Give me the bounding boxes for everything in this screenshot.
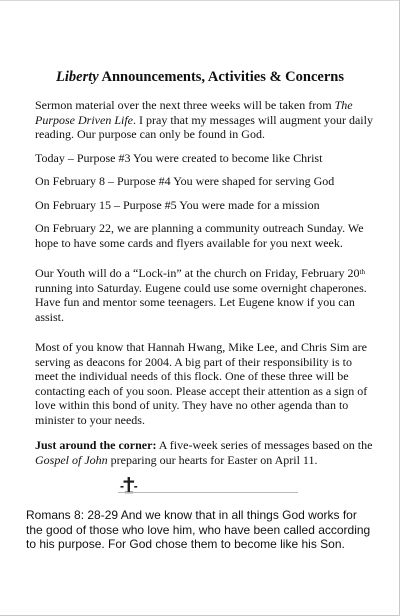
feb15-purpose: On February 15 – Purpose #5 You were made for a mission [35, 197, 320, 212]
youth-paragraph [35, 266, 375, 324]
divider-line [118, 492, 298, 493]
page-title [0, 69, 400, 86]
ordinal-suffix: th [359, 268, 365, 276]
book-title: The Purpose Driven Life [35, 98, 353, 127]
today-purpose: Today – Purpose #3 You were created to become like Christ [35, 150, 323, 165]
title-text: Announcements, Activities & Concerns [98, 69, 344, 85]
sermon-paragraph [35, 98, 375, 142]
deacons-paragraph: Most of you know that Hannah Hwang, Mike Lee, and Chris Sim are serving as deacons for 2004. A big part of their responsibility is to meet the individual needs of this flock. One of these three will be contacting each of you soon. Please accept their attention as a sign of love within this bond of unity. They have no other agenda than to minister to your needs. [35, 340, 368, 427]
title-church-name: Liberty [56, 69, 99, 85]
corner-paragraph [35, 438, 375, 467]
scripture-verse: Romans 8: 28-29 And we know that in all things God works for the good of those who love him, who have been called according to his purpose. For God chose them to become like his Son. [26, 508, 371, 552]
announcements-body [35, 98, 375, 467]
sermon-text-a: Sermon material over the next three weeks will be taken from [35, 98, 335, 112]
youth-text-a: Our Youth will do a “Lock-in” at the church on Friday, February 20 [35, 266, 360, 280]
corner-lead: Just around the corner: [35, 438, 157, 452]
page-border-top [0, 0, 400, 1]
corner-text-a: A five-week series of messages based on the [156, 438, 373, 452]
youth-text-b: running into Saturday. Eugene could use some overnight chaperones. Have fun and mentor some teenagers. Let Eugene know if you can assist. [35, 280, 367, 324]
gospel-title: Gospel of John [35, 452, 108, 467]
corner-text-b: preparing our hearts for Easter on April 11. [107, 452, 318, 467]
sermon-text-b: . I pray that my messages will augment your daily reading. Our purpose can only be found in God. [35, 112, 373, 141]
section-divider [118, 477, 298, 497]
feb8-purpose: On February 8 – Purpose #4 You were shaped for serving God [35, 174, 335, 188]
outreach-paragraph: On February 22, we are planning a community outreach Sunday. We hope to have some cards and flyers available for you next week. [35, 221, 364, 250]
